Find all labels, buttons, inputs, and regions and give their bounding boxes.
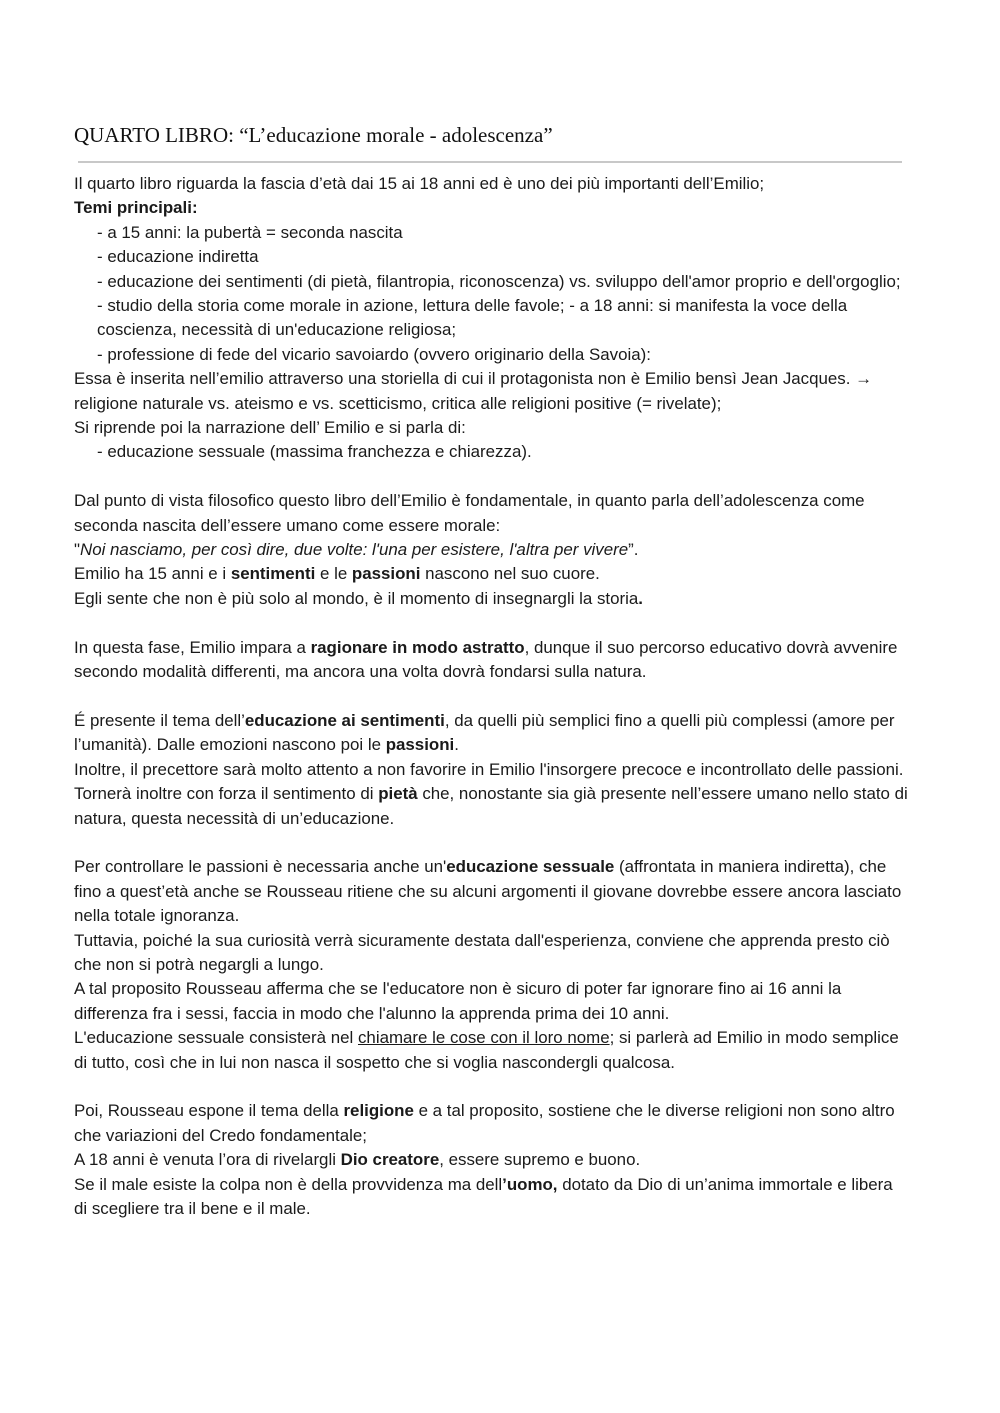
paragraph-line: Tornerà inoltre con forza il sentimento di pietà che, nonostante sia già presente nell’essere umano nello stato di natura, questa necessità di un’educazione. — [74, 784, 908, 828]
list-item: - studio della storia come morale in azione, lettura delle favole; - a 18 anni: si manifesta la voce della coscienza, necessità di un'educazione religiosa; — [97, 296, 848, 340]
quote-text: Noi nasciamo, per così dire, due volte: l'una per esistere, l'altra per vivere — [80, 540, 629, 560]
list-item: - educazione dei sentimenti (di pietà, filantropia, riconoscenza) vs. sviluppo dell'amor proprio e dell'orgoglio; — [97, 271, 901, 291]
paragraph-sentiments: É presente il tema dell’educazione ai sentimenti, da quelli più semplici fino a quelli più complessi (amore per l’umanità). Dalle emozioni nascono poi le passioni. — [74, 710, 895, 755]
list-item: - educazione sessuale (massima franchezza e chiarezza). — [97, 442, 532, 462]
paragraph-line: Emilio ha 15 anni e i sentimenti e le passioni nascono nel suo cuore. — [74, 564, 600, 584]
paragraph-religion: Poi, Rousseau espone il tema della religione e a tal proposito, sostiene che le diverse religioni non sono altro che variazioni del Credo fondamentale; — [74, 1101, 895, 1145]
underlined-phrase: chiamare le cose con il loro nome — [357, 1028, 610, 1048]
paragraph-line: Inoltre, il precettore sarà molto attento a non favorire in Emilio l'insorgere precoce e incontrollato delle passioni. — [74, 759, 904, 779]
paragraph-philosophy: Dal punto di vista filosofico questo libro dell’Emilio è fondamentale, in quanto parla dell’adolescenza come seconda nascita dell’essere umano come essere morale: — [74, 491, 865, 535]
temi-list-2 — [74, 440, 910, 464]
document-body — [74, 172, 910, 1221]
paragraph-sexual-education: Per controllare le passioni è necessaria anche un'educazione sessuale (affrontata in maniera indiretta), che fino a quest’età anche se Rousseau ritiene che su alcuni argomenti il giovane dovrebbe essere ancora lasciato nella totale ignoranza. — [74, 857, 902, 926]
paragraph-line: A tal proposito Rousseau afferma che se l'educatore non è sicuro di poter far ignorare fino ai 16 anni la differenza fra i sessi, faccia in modo che l'alunno la apprenda prima dei 10 anni. — [74, 979, 842, 1023]
page-title: QUARTO LIBRO: “L’educazione morale - adolescenza” — [74, 123, 553, 147]
list-item: - professione di fede del vicario savoiardo (ovvero originario della Savoia): — [97, 344, 651, 364]
temi-heading: Temi principali: — [74, 198, 198, 218]
temi-list — [74, 221, 910, 367]
paragraph-line: L'educazione sessuale consisterà nel chiamare le cose con il loro nome; si parlerà ad Emilio in modo semplice di tutto, così che in lui non nasca il sospetto che si voglia nascondergli qualcosa. — [74, 1028, 899, 1072]
paragraph-abstract: In questa fase, Emilio impara a ragionare in modo astratto, dunque il suo percorso educativo dovrà avvenire secondo modalità differenti, ma ancora una volta dovrà fondarsi sulla natura. — [74, 637, 898, 682]
paragraph-line: Tuttavia, poiché la sua curiosità verrà sicuramente destata dall'esperienza, conviene che apprenda presto ciò che non si potrà negargli a lungo. — [74, 930, 890, 974]
list-item: - educazione indiretta — [97, 247, 259, 267]
title-divider — [78, 161, 902, 163]
quote-line: "Noi nasciamo, per così dire, due volte: l'una per esistere, l'altra per vivere”. — [74, 540, 639, 560]
paragraph-line: A 18 anni è venuta l’ora di rivelargli Dio creatore, essere supremo e buono. — [74, 1150, 641, 1170]
paragraph-line: Se il male esiste la colpa non è della provvidenza ma dell’uomo, dotato da Dio di un’anima immortale e libera di scegliere tra il bene e il male. — [74, 1174, 893, 1218]
list-item: - a 15 anni: la pubertà = seconda nascita — [97, 222, 403, 242]
intro-line: Il quarto libro riguarda la fascia d’età dai 15 ai 18 anni ed è uno dei più importanti dell’Emilio; — [74, 174, 765, 193]
paragraph-line: Egli sente che non è più solo al mondo, è il momento di insegnargli la storia. — [74, 588, 643, 608]
riprende-line: Si riprende poi la narrazione dell’ Emilio e si parla di: — [74, 418, 466, 438]
essa-paragraph: Essa è inserita nell’emilio attraverso una storiella di cui il protagonista non è Emilio bensì Jean Jacques. → religione naturale vs. ateismo e vs. scetticismo, critica alle religioni positive (= rivelate); — [74, 369, 873, 413]
